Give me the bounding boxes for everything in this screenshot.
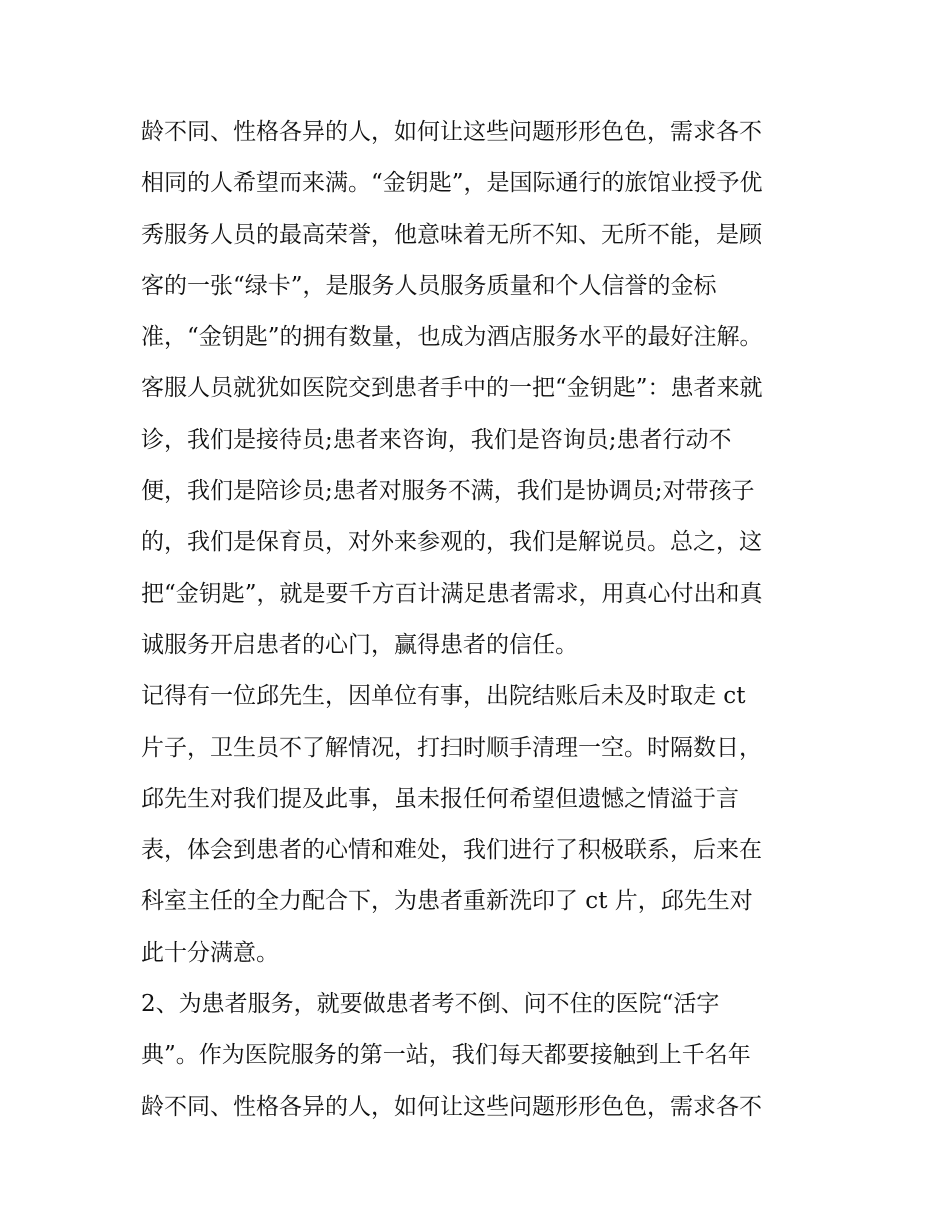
text-line: 2、为患者服务，就要做患者考不倒、问不住的医院“活字 [141,991,720,1018]
document-body [141,107,821,1133]
text-line: 表，体会到患者的心情和难处，我们进行了积极联系，后来在 [141,837,762,864]
text-line: 记得有一位邱先生，因单位有事，出院结账后未及时取走 ct [141,683,746,710]
text-line: 片子，卫生员不了解情况，打扫时顺手清理一空。时隔数日， [141,734,762,761]
text-line: 诊，我们是接待员;患者来咨询，我们是咨询员;患者行动不 [141,426,732,453]
text-line: 的，我们是保育员，对外来参观的，我们是解说员。总之，这 [141,529,762,556]
text-line: 把“金钥匙”，就是要千方百计满足患者需求，用真心付出和真 [141,580,763,607]
text-line: 此十分满意。 [141,939,279,966]
text-line: 诚服务开启患者的心门，赢得患者的信任。 [141,631,578,658]
text-line: 客的一张“绿卡”，是服务人员服务质量和个人信誉的金标 [141,272,717,299]
text-line: 邱先生对我们提及此事，虽未报任何希望但遗憾之情溢于言 [141,785,739,812]
text-line: 便，我们是陪诊员;患者对服务不满，我们是协调员;对带孩子 [141,478,755,505]
text-line: 科室主任的全力配合下，为患者重新洗印了 ct 片，邱先生对 [141,888,753,915]
text-line: 客服人员就犹如医院交到患者手中的一把“金钥匙”：患者来就 [141,375,763,402]
text-line: 准，“金钥匙”的拥有数量，也成为酒店服务水平的最好注解。 [141,324,763,351]
text-line: 龄不同、性格各异的人，如何让这些问题形形色色，需求各不 [141,1093,762,1120]
text-line: 秀服务人员的最高荣誉，他意味着无所不知、无所不能，是顾 [141,221,762,248]
text-line: 龄不同、性格各异的人，如何让这些问题形形色色，需求各不 [141,119,762,145]
text-line: 典”。作为医院服务的第一站，我们每天都要接触到上千名年 [141,1042,751,1069]
text-line: 相同的人希望而来满。“金钥匙”，是国际通行的旅馆业授予优 [141,170,763,197]
